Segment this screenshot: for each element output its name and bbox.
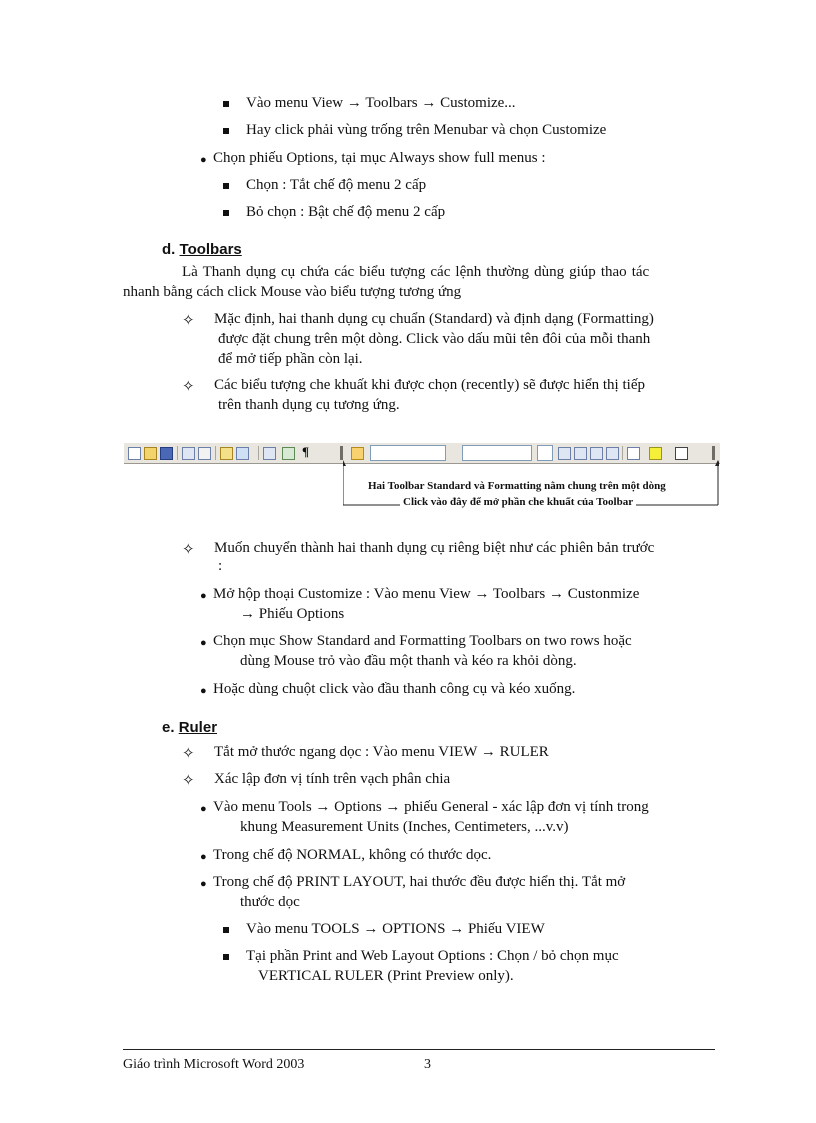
figure-caption: Hai Toolbar Standard và Formatting nằm chung trên một dòng [368,480,666,492]
square-bullet-icon [223,927,229,933]
paragraph-line: Muốn chuyển thành hai thanh dụng cụ riêng biệt như các phiên bản trước [214,540,655,556]
section-heading-toolbars [162,241,242,258]
page-number: 3 [424,1057,431,1072]
paragraph-line: nhanh bằng cách click Mouse vào biểu tượng tương ứng [123,284,462,300]
list-item: Chọn mục Show Standard and Formatting Toolbars on two rows hoặc [213,633,632,649]
heading-title: Ruler [178,719,218,736]
list-item: Chọn : Tắt chế độ menu 2 cấp [246,177,427,193]
decrease-indent-icon [590,447,603,460]
footer-title: Giáo trình Microsoft Word 2003 [123,1057,305,1072]
diamond-bullet-icon: ✧ [182,379,195,395]
toolbar-overflow-handle [340,446,343,460]
list-item: Tắt mở thước ngang dọc : Vào menu VIEW → RULER [214,744,549,760]
paragraph-line: Các biểu tượng che khuất khi được chọn (recently) sẽ được hiển thị tiếp [214,377,645,393]
square-bullet-icon [223,210,229,216]
border-icon [627,447,640,460]
paragraph-line: : [218,558,223,574]
square-bullet-icon [223,954,229,960]
paragraph-line: Mặc định, hai thanh dụng cụ chuẩn (Standard) và định dạng (Formatting) [214,311,654,327]
paragraph-line: được đặt chung trên một dòng. Click vào dấu mũi tên đôi của mỗi thanh [218,331,651,347]
footer-divider [123,1049,715,1050]
circle-bullet-icon: ● [200,803,207,815]
list-item: Bỏ chọn : Bật chế độ menu 2 cấp [246,204,446,220]
list-item: dùng Mouse trỏ vào đầu một thanh và kéo ra khỏi dòng. [240,653,577,669]
heading-letter: e. [162,719,175,736]
list-item: VERTICAL RULER (Print Preview only). [258,968,514,984]
list-item: Chọn phiếu Options, tại mục Always show full menus : [213,150,546,166]
size-combo [462,445,532,461]
show-hide-icon: ¶ [302,444,310,459]
heading-title: Toolbars [179,241,242,258]
styles-icon [351,447,364,460]
toolbar-separator [177,446,178,460]
print-preview-icon [182,447,195,460]
square-bullet-icon [223,128,229,134]
toolbar-separator [258,446,259,460]
list-item: khung Measurement Units (Inches, Centimeters, ...v.v) [240,819,569,835]
bullets-icon [574,447,587,460]
undo-icon [236,447,249,460]
circle-bullet-icon: ● [200,685,207,697]
square-bullet-icon [223,101,229,107]
toolbar-separator [215,446,216,460]
list-item: Xác lập đơn vị tính trên vạch phân chia [214,771,451,787]
small-combo [537,445,553,461]
font-color-icon [675,447,688,460]
figure-caption: Click vào đây để mở phần che khuất của Toolbar [400,496,636,508]
paragraph-line: trên thanh dụng cụ tương ứng. [218,397,400,413]
paragraph-line: Là Thanh dụng cụ chứa các biểu tượng các lệnh thường dùng giúp thao tác [182,264,650,280]
spelling-icon [198,447,211,460]
circle-bullet-icon: ● [200,590,207,602]
increase-indent-icon [606,447,619,460]
diamond-bullet-icon: ✧ [182,746,195,762]
toolbar-separator [622,446,623,460]
font-combo [370,445,446,461]
circle-bullet-icon: ● [200,154,207,166]
list-item: Trong chế độ PRINT LAYOUT, hai thước đều được hiển thị. Tắt mở [213,874,626,890]
section-heading-ruler [162,719,217,736]
save-icon [160,447,173,460]
circle-bullet-icon: ● [200,878,207,890]
list-item: Vào menu Tools → Options → phiếu General - xác lập đơn vị tính trong [213,799,649,815]
list-item: Tại phần Print and Web Layout Options : Chọn / bỏ chọn mục [246,948,619,964]
numbering-icon [558,447,571,460]
list-item: Vào menu View → Toolbars → Customize... [246,95,516,111]
list-item: Hay click phải vùng trống trên Menubar và chọn Customize [246,122,607,138]
toolbar-overflow-handle [712,446,715,460]
diamond-bullet-icon: ✧ [182,773,195,789]
insert-table-icon [263,447,276,460]
paragraph-line: để mở tiếp phần còn lại. [218,351,363,367]
drawing-icon [282,447,295,460]
format-painter-icon [220,447,233,460]
circle-bullet-icon: ● [200,637,207,649]
dropdown-arrow-icon [250,447,255,458]
list-item: Hoặc dùng chuột click vào đầu thanh công cụ và kéo xuống. [213,681,576,697]
list-item: → Phiếu Options [240,606,345,622]
list-item: Mở hộp thoại Customize : Vào menu View → Toolbars → Custonmize [213,586,640,602]
list-item: thước dọc [240,894,300,910]
new-document-icon [128,447,141,460]
highlight-icon [649,447,662,460]
heading-letter: d. [162,241,176,258]
list-item: Vào menu TOOLS → OPTIONS → Phiếu VIEW [246,921,545,937]
diamond-bullet-icon: ✧ [182,313,195,329]
square-bullet-icon [223,183,229,189]
list-item: Trong chế độ NORMAL, không có thước dọc. [213,847,492,863]
circle-bullet-icon: ● [200,851,207,863]
diamond-bullet-icon: ✧ [182,542,195,558]
open-folder-icon [144,447,157,460]
